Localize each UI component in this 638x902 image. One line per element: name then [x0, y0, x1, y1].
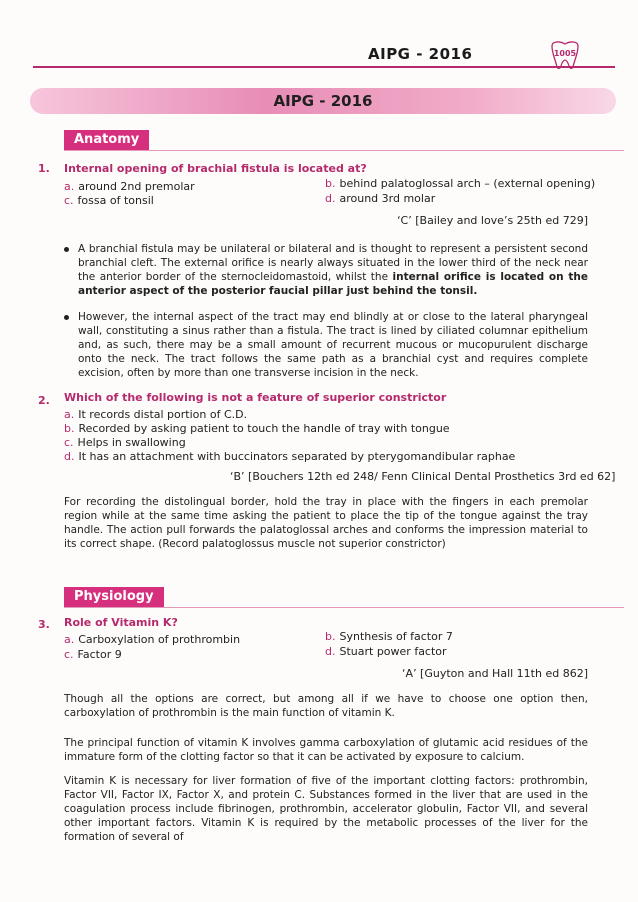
section-tab-physiology: Physiology — [64, 587, 164, 607]
option-c: c. Helps in swallowing — [64, 436, 186, 449]
option-a: a. It records distal portion of C.D. — [64, 408, 248, 421]
chapter-banner-title: AIPG - 2016 — [273, 92, 373, 110]
explanation-paragraph: Vitamin K is necessary for liver formation of five of the important clotting factors: prothrombin, Factor VII, Factor IX, Factor X, and protein C. Substances formed in the liver that are used in the coagulation process include fibrinogen, prothrombin, accelerator globulin, Factor VII, and several other important factors. Vitamin K is required by the metabolic processes of the liver for the formation of several of — [64, 775, 588, 843]
option-b: b. Synthesis of factor 7 — [325, 630, 453, 643]
question-text: Role of Vitamin K? — [64, 616, 178, 629]
answer-reference: ‘C’ [Bailey and love’s 25th ed 729] — [397, 214, 588, 227]
option-d: d. Stuart power factor — [325, 645, 447, 658]
option-a: a. around 2nd premolar — [64, 180, 195, 193]
question-number: 1. — [38, 162, 50, 175]
chapter-banner — [30, 88, 616, 114]
option-d: d. around 3rd molar — [325, 192, 436, 205]
bullet-dot — [64, 247, 69, 252]
question-text: Internal opening of brachial fistula is located at? — [64, 162, 367, 175]
section-tab-anatomy: Anatomy — [64, 130, 149, 150]
option-b: b. behind palatoglossal arch – (external opening) — [325, 177, 596, 190]
question-number: 3. — [38, 618, 50, 631]
option-c: c. fossa of tonsil — [64, 194, 154, 207]
page-number: 1005 — [553, 49, 577, 58]
answer-reference: ‘A’ [Guyton and Hall 11th ed 862] — [402, 667, 588, 680]
option-b: b. Recorded by asking patient to touch the handle of tray with tongue — [64, 422, 450, 435]
section-rule — [64, 150, 624, 151]
question-text: Which of the following is not a feature of superior constrictor — [64, 391, 447, 404]
explanation-paragraph: The principal function of vitamin K involves gamma carboxylation of glutamic acid residues of the immature form of the clotting factor so that it can be activated by exposure to calcium. — [64, 737, 588, 763]
explanation-bullet-2: However, the internal aspect of the tract may end blindly at or close to the lateral pharyngeal wall, constituting a sinus rather than a fistula. The tract is lined by ciliated columnar epithelium and, as such, there may be a small amount of recurrent mucous or mucopurulent discharge onto the neck. The tract follows the same path as a branchial cyst and requires complete excision, often by more than one transverse incision in the neck. — [78, 311, 588, 379]
running-header-title: AIPG - 2016 — [368, 45, 473, 63]
explanation-paragraph: For recording the distolingual border, hold the tray in place with the fingers in each premolar region while at the same time asking the patient to place the tip of the tongue against the tray handle. The action pull forwards the palatoglossal arches and conforms the impression material to its correct shape. (Record palatoglossus muscle not superior constrictor) — [64, 496, 588, 550]
option-a: a. Carboxylation of prothrombin — [64, 633, 241, 646]
option-d: d. It has an attachment with buccinators separated by pterygomandibular raphae — [64, 450, 516, 463]
option-c: c. Factor 9 — [64, 648, 122, 661]
answer-reference: ‘B’ [Bouchers 12th ed 248/ Fenn Clinical Dental Prosthetics 3rd ed 62] — [230, 470, 616, 483]
section-rule — [64, 607, 624, 608]
explanation-bullet-1: A branchial fistula may be unilateral or bilateral and is thought to represent a persistent second branchial cleft. The external orifice is nearly always situated in the lower third of the neck near the anterior border of the sternocleidomastoid, whilst the internal orifice is located on the anterior aspect of the posterior faucial pillar just behind the tonsil. — [78, 243, 589, 297]
question-number: 2. — [38, 394, 50, 407]
bullet-dot — [64, 315, 69, 320]
explanation-paragraph: Though all the options are correct, but among all if we have to choose one option then, carboxylation of prothrombin is the main function of vitamin K. — [64, 693, 588, 719]
header-rule — [33, 66, 615, 68]
